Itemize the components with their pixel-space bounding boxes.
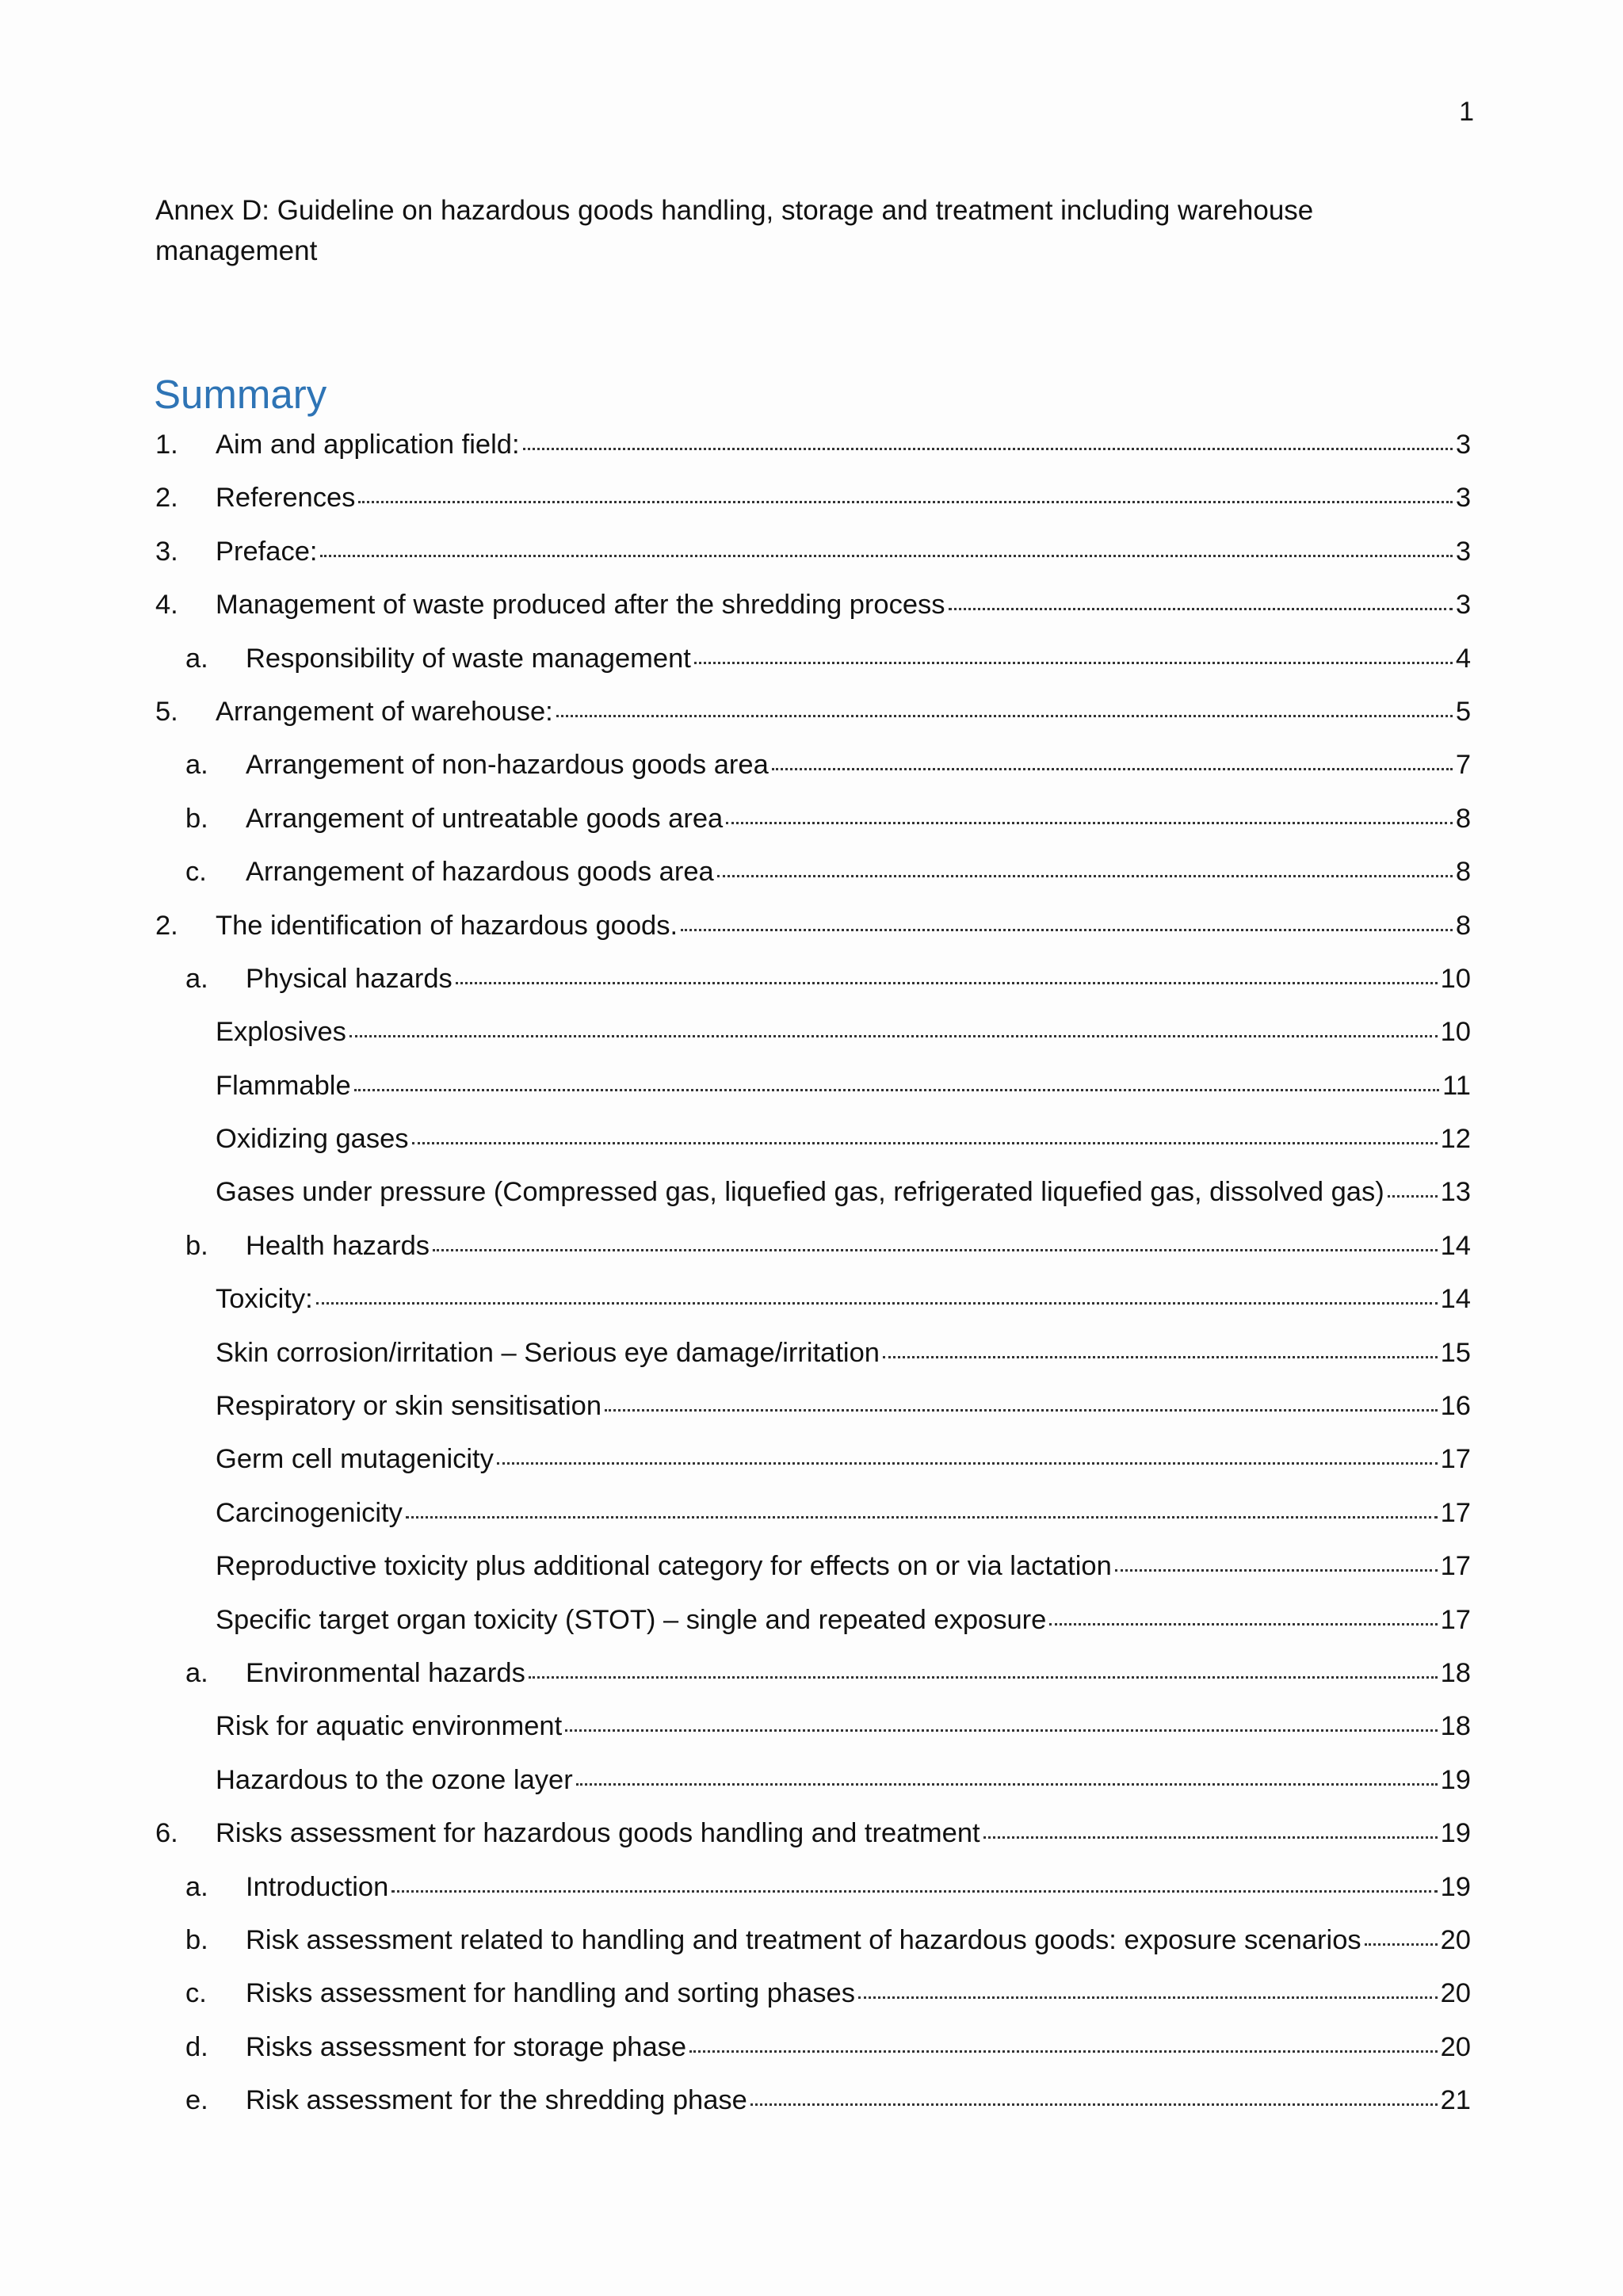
toc-dot-leader [1049, 1605, 1437, 1629]
toc-entry-number: a. [185, 643, 208, 674]
toc-entry[interactable] [155, 425, 1471, 478]
toc-dot-leader [406, 1498, 1438, 1522]
toc-entry-label: Risks assessment for handling and sorting phases [246, 1978, 855, 2009]
toc-dot-leader [1365, 1925, 1438, 1949]
toc-entry-page: 8 [1455, 803, 1471, 834]
toc-entry[interactable] [155, 799, 1471, 852]
toc-dot-leader [391, 1872, 1437, 1896]
toc-dot-leader [689, 2032, 1438, 2056]
toc-entry[interactable] [155, 1226, 1471, 1279]
toc-entry-label: Health hazards [246, 1230, 430, 1261]
toc-entry-page: 13 [1440, 1177, 1471, 1208]
toc-entry[interactable] [155, 1119, 1471, 1172]
toc-dot-leader [1388, 1177, 1438, 1201]
toc-entry-label: Aim and application field: [216, 430, 520, 460]
toc-entry-page: 20 [1440, 1924, 1471, 1955]
toc-dot-leader [983, 1818, 1438, 1842]
toc-entry[interactable] [155, 1653, 1471, 1706]
toc-dot-leader [694, 644, 1453, 667]
toc-entry[interactable] [155, 585, 1471, 638]
toc-entry[interactable] [155, 1813, 1471, 1866]
toc-dot-leader [681, 911, 1453, 934]
toc-entry-number: b. [185, 1924, 208, 1955]
toc-entry-page: 8 [1455, 857, 1471, 888]
toc-dot-leader [556, 697, 1453, 720]
toc-dot-leader [717, 857, 1453, 881]
toc-entry[interactable] [155, 1706, 1471, 1759]
toc-entry[interactable] [155, 1760, 1471, 1813]
toc-entry-number: 2. [155, 910, 178, 941]
toc-entry-number: e. [185, 2085, 208, 2116]
toc-entry-label: Risk for aquatic environment [216, 1711, 563, 1742]
toc-entry-label: Hazardous to the ozone layer [216, 1764, 573, 1795]
toc-entry-page: 18 [1440, 1657, 1471, 1688]
toc-entry-number: 5. [155, 696, 178, 727]
toc-dot-leader [349, 1017, 1438, 1041]
toc-entry[interactable] [155, 1439, 1471, 1492]
toc-entry-page: 15 [1440, 1337, 1471, 1368]
toc-dot-leader [354, 1071, 1440, 1095]
toc-entry-page: 3 [1455, 430, 1471, 460]
toc-dot-leader [858, 1978, 1438, 2002]
toc-entry[interactable] [155, 1279, 1471, 1332]
toc-dot-leader [750, 2085, 1438, 2109]
toc-entry[interactable] [155, 1493, 1471, 1546]
toc-entry-label: Arrangement of non-hazardous goods area [246, 750, 769, 781]
toc-entry-page: 11 [1442, 1070, 1471, 1101]
toc-entry-number: c. [185, 857, 207, 888]
toc-entry-page: 4 [1455, 643, 1471, 674]
toc-entry-page: 17 [1440, 1604, 1471, 1635]
toc-entry-page: 19 [1440, 1871, 1471, 1902]
toc-entry-number: 3. [155, 536, 178, 567]
toc-entry-number: c. [185, 1978, 207, 2009]
toc-entry-label: Flammable [216, 1070, 351, 1101]
toc-entry[interactable] [155, 1920, 1471, 1973]
toc-entry-label: Arrangement of untreatable goods area [246, 803, 724, 834]
toc-entry-page: 8 [1455, 910, 1471, 941]
toc-entry-label: Risk assessment for the shredding phase [246, 2085, 747, 2116]
toc-entry[interactable] [155, 745, 1471, 798]
toc-entry-page: 3 [1455, 536, 1471, 567]
toc-entry-label: Explosives [216, 1017, 346, 1048]
toc-entry-label: Management of waste produced after the shredding process [216, 590, 945, 621]
toc-dot-leader [316, 1284, 1438, 1308]
toc-entry-label: Arrangement of hazardous goods area [246, 857, 714, 888]
toc-entry-page: 17 [1440, 1497, 1471, 1528]
toc-entry-page: 17 [1440, 1551, 1471, 1582]
toc-entry-number: d. [185, 2031, 208, 2062]
toc-dot-leader [358, 483, 1452, 506]
toc-entry-label: Preface: [216, 536, 318, 567]
toc-entry[interactable] [155, 692, 1471, 745]
toc-entry-label: Introduction [246, 1871, 389, 1902]
toc-entry-label: Specific target organ toxicity (STOT) – single and repeated exposure [216, 1604, 1047, 1635]
toc-entry-page: 16 [1440, 1391, 1471, 1422]
toc-dot-leader [497, 1444, 1438, 1468]
toc-entry-page: 5 [1455, 696, 1471, 727]
toc-dot-leader [523, 430, 1453, 453]
toc-dot-leader [726, 804, 1453, 827]
toc-entry-label: Oxidizing gases [216, 1124, 409, 1155]
toc-dot-leader [576, 1765, 1438, 1789]
toc-entry-page: 18 [1440, 1711, 1471, 1742]
document-title: Annex D: Guideline on hazardous goods handling, storage and treatment including warehouse management [155, 195, 1314, 266]
toc-entry[interactable] [155, 1973, 1471, 2027]
toc-entry[interactable] [155, 1867, 1471, 1920]
toc-entry-page: 20 [1440, 2031, 1471, 2062]
toc-entry[interactable] [155, 1333, 1471, 1386]
toc-entry-number: a. [185, 1871, 208, 1902]
toc-entry-label: Risks assessment for hazardous goods handling and treatment [216, 1818, 980, 1849]
toc-entry[interactable] [155, 2027, 1471, 2080]
toc-dot-leader [456, 964, 1438, 988]
toc-entry-page: 17 [1440, 1444, 1471, 1475]
toc-entry-label: Environmental hazards [246, 1657, 525, 1688]
toc-entry[interactable] [155, 1546, 1471, 1599]
summary-heading: Summary [154, 372, 327, 417]
toc-entry[interactable] [155, 906, 1471, 959]
toc-entry-label: Toxicity: [216, 1284, 313, 1315]
toc-entry-number: 1. [155, 430, 178, 460]
toc-entry[interactable] [155, 852, 1471, 905]
toc-dot-leader [412, 1124, 1438, 1148]
toc-entry[interactable] [155, 639, 1471, 692]
toc-entry-page: 19 [1440, 1818, 1471, 1849]
toc-entry-number: 2. [155, 483, 178, 514]
toc-entry-page: 12 [1440, 1124, 1471, 1155]
toc-entry-page: 14 [1440, 1284, 1471, 1315]
toc-dot-leader [529, 1658, 1438, 1682]
toc-entry-label: References [216, 483, 356, 514]
toc-entry-label: Carcinogenicity [216, 1497, 403, 1528]
toc-entry[interactable] [155, 478, 1471, 531]
toc-dot-leader [565, 1711, 1437, 1735]
toc-entry[interactable] [155, 1386, 1471, 1439]
toc-dot-leader [320, 537, 1452, 560]
table-of-contents [155, 425, 1471, 2134]
toc-entry-label: Germ cell mutagenicity [216, 1444, 494, 1475]
toc-entry-page: 14 [1440, 1230, 1471, 1261]
toc-entry[interactable] [155, 532, 1471, 585]
toc-dot-leader [605, 1391, 1438, 1415]
toc-entry-number: 6. [155, 1818, 178, 1849]
toc-dot-leader [949, 590, 1453, 613]
toc-entry-number: a. [185, 750, 208, 781]
toc-entry-page: 3 [1455, 483, 1471, 514]
toc-entry-number: b. [185, 1230, 208, 1261]
toc-entry[interactable] [155, 1600, 1471, 1653]
toc-entry[interactable] [155, 1066, 1471, 1119]
toc-entry-page: 3 [1455, 590, 1471, 621]
toc-entry-label: The identification of hazardous goods. [216, 910, 678, 941]
toc-entry-label: Arrangement of warehouse: [216, 696, 553, 727]
toc-entry[interactable] [155, 959, 1471, 1012]
toc-entry-number: a. [185, 1657, 208, 1688]
page-number: 1 [1459, 97, 1474, 127]
toc-entry-label: Risk assessment related to handling and treatment of hazardous goods: exposure scenarios [246, 1924, 1361, 1955]
toc-entry-number: 4. [155, 590, 178, 621]
toc-entry-page: 19 [1440, 1764, 1471, 1795]
toc-entry-label: Risks assessment for storage phase [246, 2031, 687, 2062]
toc-entry-number: b. [185, 803, 208, 834]
toc-dot-leader [772, 750, 1453, 774]
toc-dot-leader [1115, 1551, 1438, 1575]
toc-entry[interactable] [155, 2080, 1471, 2134]
toc-entry[interactable] [155, 1012, 1471, 1065]
toc-entry-page: 7 [1455, 750, 1471, 781]
toc-entry-page: 10 [1440, 963, 1471, 994]
toc-entry-number: a. [185, 963, 208, 994]
toc-entry-page: 21 [1440, 2085, 1471, 2116]
toc-dot-leader [433, 1231, 1438, 1255]
toc-entry-label: Skin corrosion/irritation – Serious eye damage/irritation [216, 1337, 880, 1368]
toc-entry-label: Physical hazards [246, 963, 453, 994]
toc-entry-label: Responsibility of waste management [246, 643, 691, 674]
toc-entry[interactable] [155, 1172, 1471, 1225]
toc-entry-label: Gases under pressure (Compressed gas, liquefied gas, refrigerated liquefied gas, dissolved gas) [216, 1177, 1384, 1208]
toc-entry-label: Reproductive toxicity plus additional category for effects on or via lactation [216, 1551, 1112, 1582]
toc-entry-label: Respiratory or skin sensitisation [216, 1391, 602, 1422]
toc-entry-page: 10 [1440, 1017, 1471, 1048]
toc-entry-page: 20 [1440, 1978, 1471, 2009]
toc-dot-leader [883, 1338, 1438, 1362]
